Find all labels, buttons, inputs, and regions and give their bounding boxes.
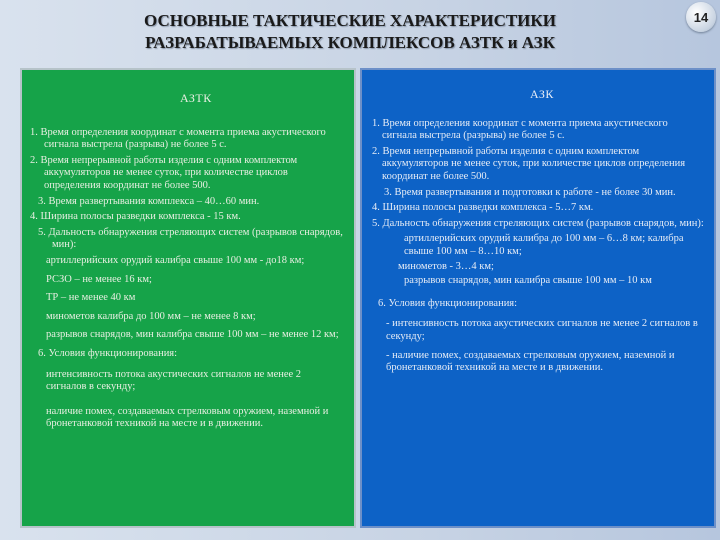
aztk-panel (20, 68, 356, 528)
azk-heading: АЗК (530, 87, 554, 101)
azk-panel (360, 68, 716, 528)
aztk-range-artillery: артиллерийских орудий калибра свыше 100 мм - до18 км; (46, 254, 305, 266)
azk-condition-noise: - наличие помех, создаваемых стрелковым оружием, наземной и бронетанковой техникой на месте и в движении. (386, 349, 675, 374)
aztk-item-3: 3. Время развертывания комплекса – 40…60 мин. (38, 195, 260, 207)
azk-range-shell-bursts: разрывов снарядов, мин калибра свыше 100 мм – 10 км (404, 275, 652, 287)
azk-item-3: 3. Время развертывания и подготовки к работе - не более 30 мин. (384, 186, 676, 198)
azk-item-6: 6. Условия функционирования: (378, 297, 518, 309)
aztk-item-1: 1. Время определения координат с момента приема акустического сигнала выстрела (разрыва) не более 5 с. (30, 126, 326, 151)
slide-number-badge (686, 2, 716, 32)
aztk-item-6: 6. Условия функционирования: (38, 347, 178, 359)
slide-number: 14 (693, 9, 709, 25)
aztk-condition-noise: наличие помех, создаваемых стрелковым оружием, наземной и бронетанковой техникой на месте и в движении. (46, 405, 329, 430)
azk-item-2: 2. Время непрерывной работы изделия с одним комплектом аккумуляторов не менее суток, при количестве циклов определения координат не более 500. (372, 145, 686, 182)
aztk-item-2: 2. Время непрерывной работы изделия с одним комплектом аккумуляторов не менее суток, при количестве циклов определения координат не более 500. (30, 154, 298, 191)
aztk-range-mlrs: РСЗО – не менее 16 км; (46, 273, 152, 285)
aztk-range-shell-bursts: разрывов снарядов, мин калибра свыше 100 мм – не менее 12 км; (46, 329, 339, 341)
aztk-range-tr: ТР – не менее 40 км (46, 292, 136, 304)
aztk-range-mortars: минометов калибра до 100 мм – не менее 8 км; (46, 310, 256, 322)
aztk-heading: АЗТК (180, 91, 212, 105)
azk-condition-intensity: - интенсивность потока акустических сигналов не менее 2 сигналов в секунду; (386, 318, 698, 342)
title-line-1: ОСНОВНЫЕ ТАКТИЧЕСКИЕ ХАРАКТЕРИСТИКИ (144, 11, 556, 30)
azk-item-1: 1. Время определения координат с момента приема акустического сигнала выстрела (разрыва) не более 5 с. (372, 117, 668, 142)
azk-range-mortars: минометов - 3…4 км; (398, 260, 494, 272)
azk-item-5: 5. Дальность обнаружения стреляющих систем (разрывов снарядов, мин): (372, 217, 704, 229)
aztk-condition-intensity: интенсивность потока акустических сигналов не менее 2 сигналов в секунду; (46, 368, 302, 393)
slide-title (70, 10, 630, 54)
aztk-item-4: 4. Ширина полосы разведки комплекса - 15 км. (30, 211, 241, 223)
azk-range-artillery: артиллерийских орудий калибра до 100 мм – 6…8 км; калибра свыше 100 мм – 8…10 км; (404, 233, 684, 257)
azk-item-4: 4. Ширина полосы разведки комплекса - 5…7 км. (372, 202, 594, 214)
title-line-2: РАЗРАБАТЫВАЕМЫХ КОМПЛЕКСОВ АЗТК и АЗК (145, 33, 555, 52)
aztk-item-5: 5. Дальность обнаружения стреляющих систем (разрывов снарядов, мин): (38, 226, 343, 251)
